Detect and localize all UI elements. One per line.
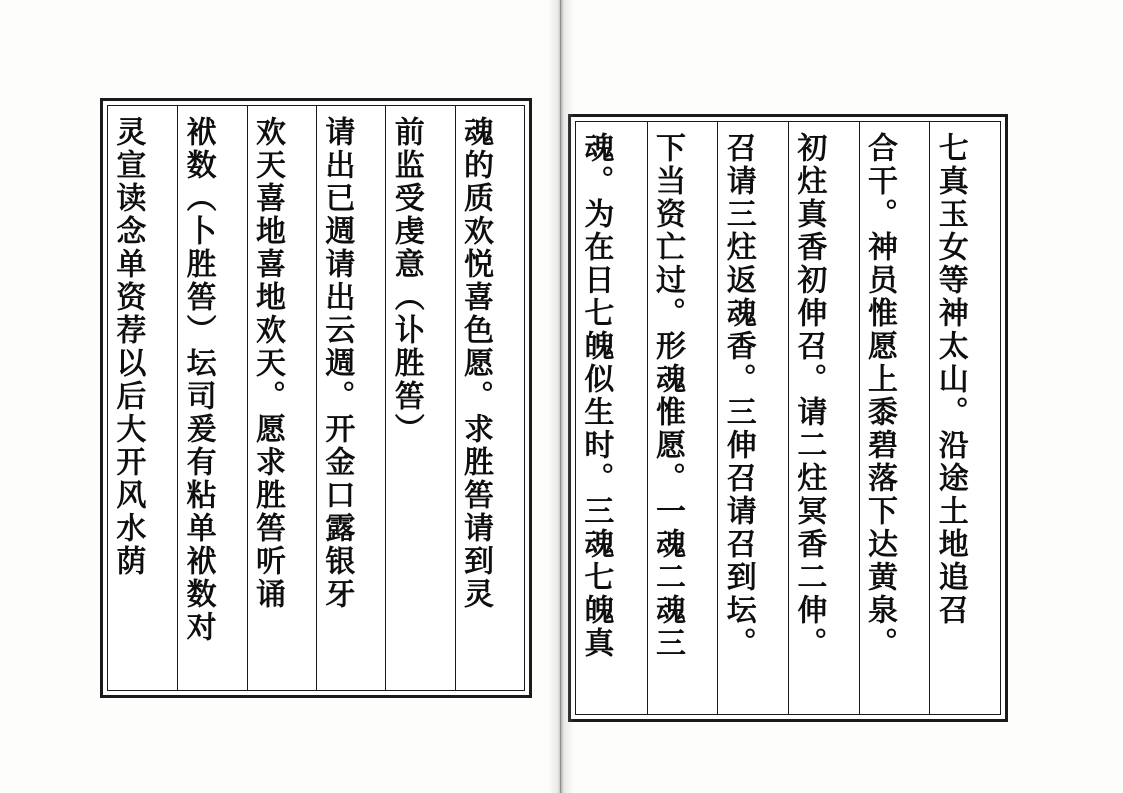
text-column — [316, 106, 385, 690]
column-text: 下当资亡过。形魂惟愿。一魂二魂三 — [650, 132, 686, 660]
text-column — [576, 122, 647, 714]
column-text: 灵宣读念单资荐以后大开风水荫 — [110, 116, 146, 578]
column-text: 初炷真香初伸召。请二炷冥香二伸。 — [791, 132, 827, 660]
book-gutter-crease — [560, 0, 561, 793]
text-column — [859, 122, 930, 714]
text-column — [108, 106, 177, 690]
column-text: 前监受虔意（讣胜筶） — [388, 116, 424, 446]
text-column — [647, 122, 718, 714]
column-text: 袱数（卜胜筶）坛司爰有粘单袱数对 — [180, 116, 216, 644]
text-column — [247, 106, 316, 690]
right-page-text-block — [575, 121, 1001, 715]
column-text: 请出已週请出云週。开金口露银牙 — [319, 116, 355, 611]
column-text: 欢天喜地喜地欢天。愿求胜筶听诵 — [250, 116, 286, 611]
column-text: 魂。为在日七魄似生时。三魂七魄真 — [578, 132, 614, 660]
text-column — [385, 106, 454, 690]
right-page — [568, 114, 1008, 722]
column-text: 魂的质欢悦喜色愿。求胜筶请到灵 — [458, 116, 494, 611]
text-column — [455, 106, 524, 690]
text-column — [929, 122, 1000, 714]
left-page-text-block — [107, 105, 525, 691]
column-text: 七真玉女等神太山。沿途土地追召 — [932, 132, 968, 627]
book-gutter-shadow — [548, 0, 574, 793]
text-column — [717, 122, 788, 714]
column-text: 召请三炷返魂香。三伸召请召到坛。 — [720, 132, 756, 660]
text-column — [177, 106, 246, 690]
left-page — [100, 98, 532, 698]
text-column — [788, 122, 859, 714]
column-text: 合干。神员惟愿上黍碧落下达黄泉。 — [862, 132, 898, 660]
